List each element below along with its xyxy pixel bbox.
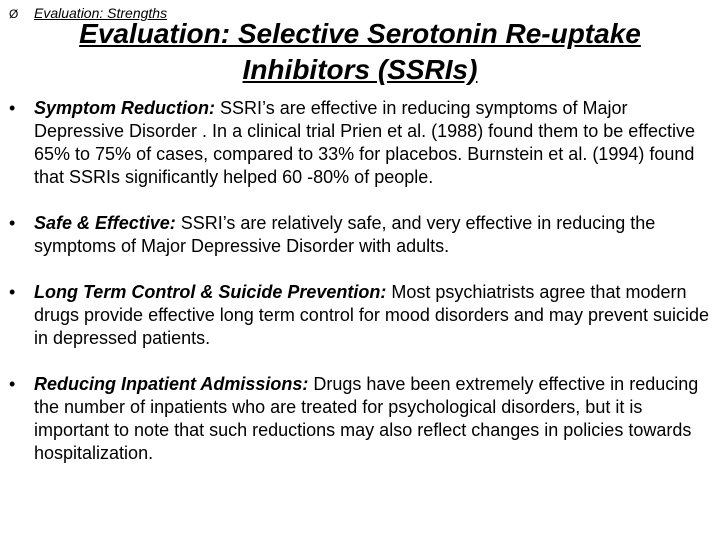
bullet-heading: Long Term Control & Suicide Prevention:	[34, 282, 387, 302]
bullet-text: SSRI’s are relatively safe, and very effective in reducing the symptoms of Major Depressive Disorder with adults.	[34, 213, 656, 256]
bullet-heading: Reducing Inpatient Admissions:	[34, 374, 309, 394]
bullet-icon: •	[9, 282, 16, 302]
bullet-symptom-reduction	[0, 97, 720, 189]
bullet-text: Drugs have been extremely effective in reducing the number of inpatients who are treated for psychological disorders, but it is important to note that such reductions may also reflect changes in policies towards hospitalization.	[34, 374, 699, 463]
bullet-long-term-control	[0, 281, 720, 350]
bullet-icon: •	[9, 98, 16, 118]
bullet-safe-effective	[0, 212, 720, 258]
bullet-heading: Symptom Reduction:	[34, 98, 216, 118]
bullet-text: SSRI’s are effective in reducing symptoms of Major Depressive Disorder . In a clinical trial Prien et al. (1988) found them to be effective 65% to 75% of cases, compared to 33% for placebos. Burnstein et al. (1994) found that SSRIs significantly helped 60 -80% of people.	[34, 98, 695, 187]
header-bullet-icon: Ø	[9, 7, 19, 21]
bullet-text: Most psychiatrists agree that modern drugs provide effective long term control for mood disorders and may prevent suicide in depressed patients.	[34, 282, 710, 348]
section-link[interactable]: Evaluation: Strengths	[34, 5, 168, 21]
title-line-1: Evaluation: Selective Serotonin Re-uptake	[79, 18, 641, 49]
bullet-icon: •	[9, 374, 16, 394]
bullet-inpatient-admissions	[0, 373, 720, 465]
title-line-2: Inhibitors (SSRIs)	[242, 54, 478, 85]
page-title	[40, 16, 680, 88]
bullet-list	[0, 97, 720, 488]
bullet-icon: •	[9, 213, 16, 233]
bullet-heading: Safe & Effective:	[34, 213, 176, 233]
